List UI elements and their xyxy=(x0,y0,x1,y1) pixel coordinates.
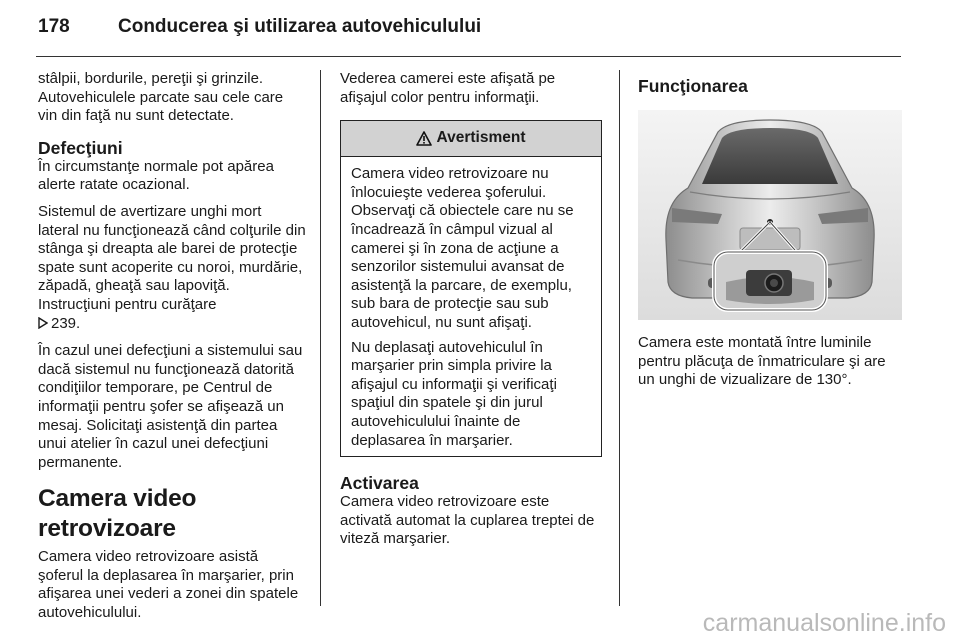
faults-heading: Defecţiuni xyxy=(38,137,123,158)
page-number: 178 xyxy=(38,16,70,37)
faults-paragraph-2-text: Sistemul de avertizare unghi mort lateral nu funcţionează când colţurile din stânga şi dreapta ale barei de protecţie spate sunt acoperite cu noroi, murdărie, zăpadă, gheaţă sau lapoviţă. Instrucţiuni pentru curăţare xyxy=(38,202,306,313)
page-header xyxy=(38,16,918,42)
warning-triangle-icon xyxy=(416,131,432,146)
function-heading: Funcţionarea xyxy=(638,76,748,96)
camera-section-heading: Camera video retrovizoare xyxy=(38,485,197,543)
watermark: carmanualsonline.info xyxy=(702,609,946,637)
warning-heading: Avertisment xyxy=(436,129,526,147)
rear-camera-illustration xyxy=(638,110,904,320)
camera-paragraph: Camera video retrovizoare asistă şoferul la deplasarea în marşarier, prin afişarea unei vederi a zonei din spatele autovehiculului. xyxy=(38,548,299,622)
camera-view-paragraph: Vederea camerei este afişată pe afişajul color pentru informaţii. xyxy=(340,70,556,106)
column-right xyxy=(638,70,904,398)
warning-header xyxy=(341,121,601,157)
activation-heading: Activarea xyxy=(340,473,419,494)
faults-paragraph-1: În circumstanţe normale pot apărea alerte ratate ocazional. xyxy=(38,157,274,194)
warning-paragraph-1: Camera video retrovizoare nu înlocuieşte vederea şoferului. Observaţi că obiectele care nu se încadrează în câmpul vizual al camerei şi în zona de acţiune a senzorilor sistemului avansat de asistenţă la parcare, de exemplu, sub bara de protecţie sau sub autovehicul, nu sunt afişaţi. xyxy=(351,165,574,331)
column-middle xyxy=(340,70,602,557)
column-divider-right xyxy=(619,70,620,606)
intro-paragraph: stâlpii, bordurile, pereţii şi grinzile. Autovehiculele parcate sau cele care vin din faţă nu sunt detectate. xyxy=(38,70,284,125)
warning-box xyxy=(340,120,602,457)
column-divider-left xyxy=(320,70,321,606)
activation-paragraph: Camera video retrovizoare este activată automat la cuplarea treptei de viteză marşarier. xyxy=(340,493,595,548)
faults-paragraph-2 xyxy=(38,203,306,334)
column-left xyxy=(38,70,306,631)
page-title: Conducerea şi utilizarea autovehiculului xyxy=(118,16,482,37)
camera-caption: Camera este montată între luminile pentru plăcuţa de înmatriculare şi are un unghi de vizualizare de 130°. xyxy=(638,334,886,389)
faults-paragraph-3: În cazul unei defecţiuni a sistemului sau dacă sistemul nu funcţionează datorită condiţiilor temporare, pe Centrul de informaţii pentru şofer se afişează un mesaj. Solicitaţi asistenţă din partea unui atelier în cazul unei defecţiuni permanente. xyxy=(38,342,303,471)
header-rule xyxy=(36,56,901,57)
warning-body xyxy=(341,157,601,456)
page-reference-link[interactable]: 239. xyxy=(51,314,81,332)
warning-paragraph-2: Nu deplasaţi autovehiculul în marşarier prin simpla privire la afişajul cu informaţii şi verificaţi spaţiul din spatele şi din jurul autovehiculului înainte de deplasarea în marşarier. xyxy=(351,338,557,449)
arrow-reference-icon xyxy=(38,316,48,335)
